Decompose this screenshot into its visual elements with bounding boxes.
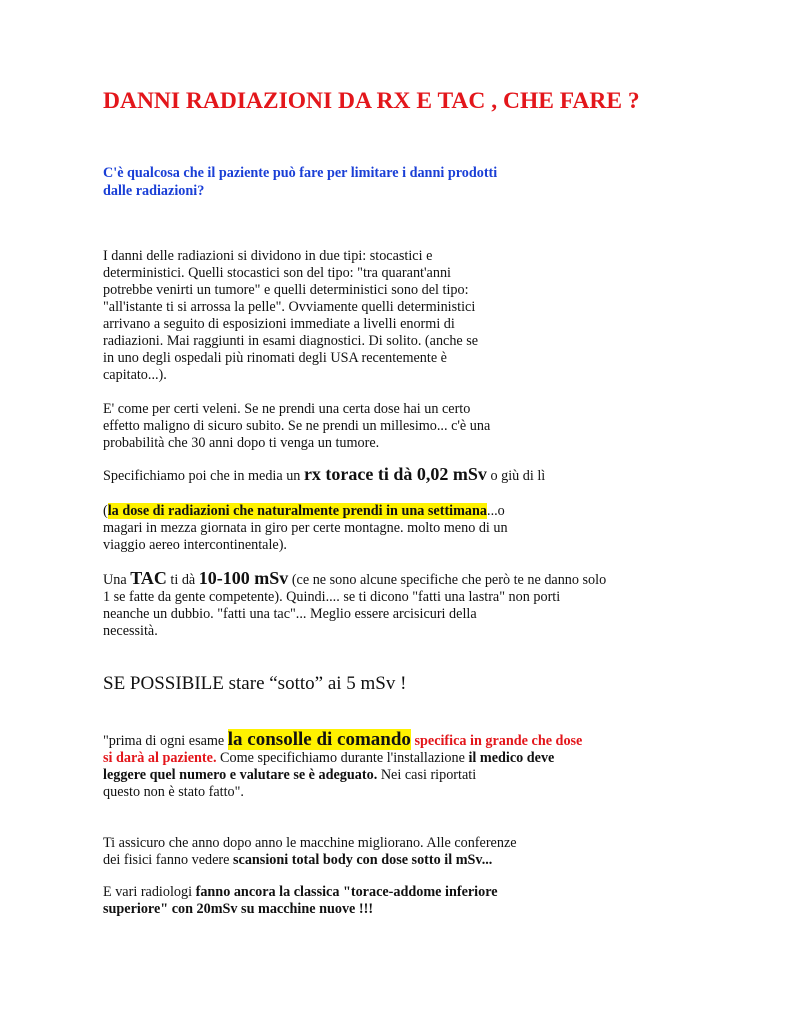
paragraph-damage-types	[103, 248, 643, 384]
text-run: o giù di lì	[486, 468, 546, 484]
text-run: dei fisici fanno vedere	[103, 852, 233, 868]
text-line: neanche un dubbio. "fatti una tac"... Meglio essere arcisicuri della	[103, 606, 477, 622]
bold-emphasis: scansioni total body con dose sotto il mSv...	[233, 852, 493, 868]
text-line: potrebbe venirti un tumore" e quelli deterministici sono del tipo:	[103, 282, 469, 298]
red-emphasis: specifica in grande che dose	[410, 733, 583, 749]
text-run: ...o	[487, 503, 505, 519]
text-run: "prima di ogni esame	[103, 733, 228, 749]
page-title: DANNI RADIAZIONI DA RX E TAC , CHE FARE ?	[103, 88, 640, 114]
tac-emphasis: TAC	[130, 568, 167, 588]
paragraph-poison-analogy	[103, 401, 643, 452]
text-line: in uno degli ospedali più rinomati degli USA recentemente è	[103, 350, 447, 366]
tac-dose-emphasis: 10-100 mSv	[198, 568, 289, 588]
text-line: viaggio aereo intercontinentale).	[103, 537, 287, 553]
text-line: capitato...).	[103, 367, 167, 383]
text-line: arrivano a seguito di esposizioni immediate a livelli enormi di	[103, 316, 455, 332]
text-line: radiazioni. Mai raggiunti in esami diagnostici. Di solito. (anche se	[103, 333, 479, 349]
text-line: "all'istante ti si arrossa la pelle". Ovviamente quelli deterministici	[103, 299, 476, 315]
text-line: necessità.	[103, 623, 158, 639]
paragraph-tac-dose	[103, 570, 643, 640]
text-line: probabilità che 30 anni dopo ti venga un tumore.	[103, 435, 380, 451]
question-line-1: C'è qualcosa che il paziente può fare per limitare i danni prodotti	[103, 165, 498, 181]
text-line: I danni delle radiazioni si dividono in due tipi: stocastici e	[103, 248, 433, 264]
text-run: (	[103, 503, 108, 519]
bold-emphasis: leggere quel numero e valutare se è adeguato.	[103, 767, 378, 783]
highlighted-natural-dose: la dose di radiazioni che naturalmente prendi in una settimana	[107, 503, 488, 519]
text-line: E' come per certi veleni. Se ne prendi una certa dose hai un certo	[103, 401, 471, 417]
paragraph-machines-improve	[103, 835, 643, 869]
paragraph-consolle	[103, 731, 643, 801]
section-heading-5msv: SE POSSIBILE stare “sotto” ai 5 mSv !	[103, 673, 407, 694]
text-run: ti dà	[166, 572, 199, 588]
text-run: (ce ne sono alcune specifiche che però te ne danno solo	[288, 572, 607, 588]
bold-emphasis: fanno ancora la classica "torace-addome inferiore	[195, 884, 498, 900]
text-run: Una	[103, 572, 131, 588]
text-run: Nei casi riportati	[377, 767, 477, 783]
rx-dose-emphasis: rx torace ti dà 0,02 mSv	[303, 464, 487, 484]
text-run: Come specifichiamo durante l'installazione	[216, 750, 469, 766]
question-heading	[103, 164, 563, 200]
text-line: deterministici. Quelli stocastici son del tipo: "tra quarant'anni	[103, 265, 451, 281]
text-run: Specifichiamo poi che in media un	[103, 468, 304, 484]
text-line: effetto maligno di sicuro subito. Se ne prendi un millesimo... c'è una	[103, 418, 491, 434]
paragraph-rx-dose	[103, 466, 643, 485]
highlighted-consolle: la consolle di comando	[227, 729, 411, 750]
question-line-2: dalle radiazioni?	[103, 183, 205, 199]
paragraph-natural-dose	[103, 503, 643, 554]
text-line: questo non è stato fatto".	[103, 784, 244, 800]
text-line: magari in mezza giornata in giro per certe montagne. molto meno di un	[103, 520, 508, 536]
bold-emphasis: superiore" con 20mSv su macchine nuove !!!	[103, 901, 374, 917]
text-run: E vari radiologi	[103, 884, 196, 900]
paragraph-radiologists	[103, 884, 643, 918]
red-emphasis: si darà al paziente.	[103, 750, 217, 766]
bold-emphasis: il medico deve	[468, 750, 555, 766]
text-line: 1 se fatte da gente competente). Quindi.... se ti dicono "fatti una lastra" non porti	[103, 589, 561, 605]
text-line: Ti assicuro che anno dopo anno le macchine migliorano. Alle conferenze	[103, 835, 517, 851]
